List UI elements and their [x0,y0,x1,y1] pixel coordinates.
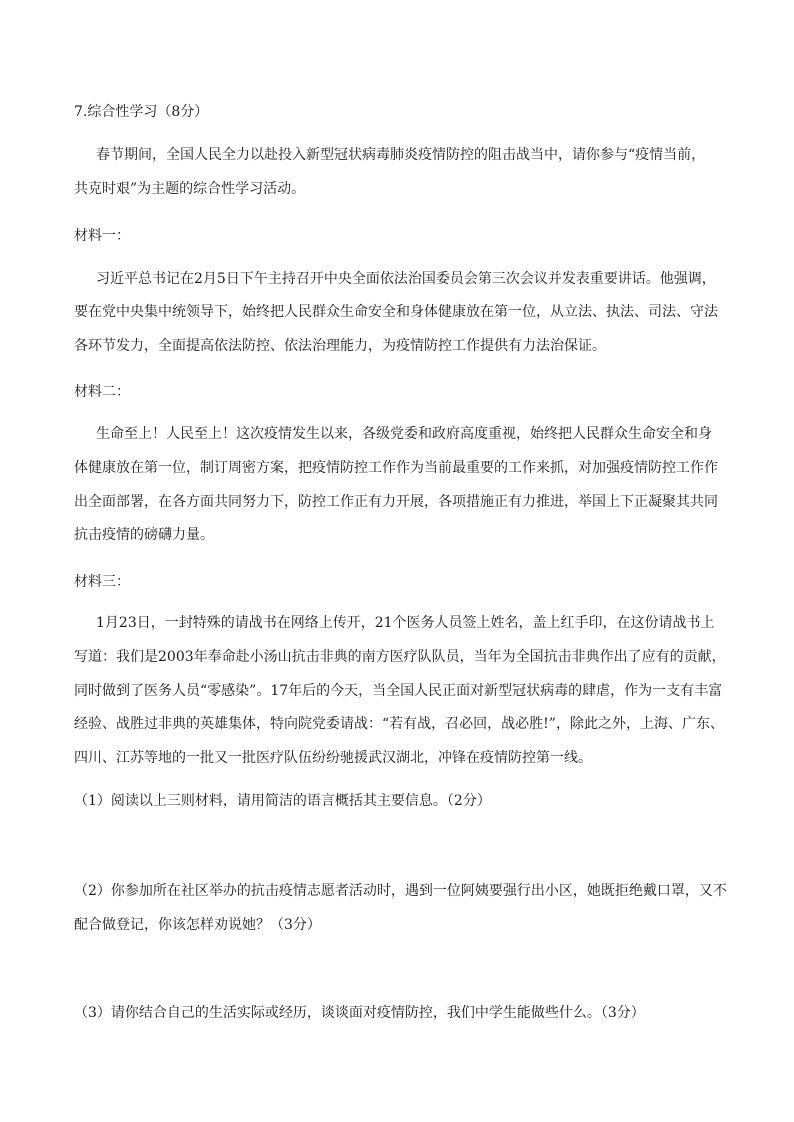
material-1-label: 材料一： [74,228,130,244]
material-2-line-4: 抗击疫情的磅礴力量。 [74,527,214,543]
sub-question-2-line-2: 配合做登记，你该怎样劝说她？（3分） [74,917,321,933]
material-1-line-1: 习近平总书记在2月5日下午主持召开中央全面依法治国委员会第三次会议并发表重要讲话。他强调， [96,271,716,287]
material-2-line-1: 生命至上！人民至上！这次疫情发生以来，各级党委和政府高度重视，始终把人民群众生命安全和身 [96,426,712,442]
material-3-line-2: 写道：我们是2003年奉命赴小汤山抗击非典的南方医疗队队员，当年为全国抗击非典作出了应有的贡献， [74,649,726,665]
material-2-line-2: 体健康放在第一位，制订周密方案，把疫情防控工作作为当前最重要的工作来抓，对加强疫情防控工作作 [74,460,718,476]
material-2-label: 材料二： [74,384,130,400]
material-3-line-4: 经验、战胜过非典的英雄集体，特向院党委请战：“若有战，召必回，战必胜!”，除此之外，上海、广东、 [74,716,724,732]
sub-question-3: （3）请你结合自己的生活实际或经历，谈谈面对疫情防控，我们中学生能做些什么。（3分） [74,1005,645,1021]
material-3-line-3: 同时做到了医务人员“零感染”。17年后的今天，当全国人民正面对新型冠状病毒的肆虐，作为一支有丰富 [74,683,723,699]
intro-line-1: 春节期间，全国人民全力以赴投入新型冠状病毒肺炎疫情防控的阻击战当中，请你参与“疫情当前， [96,147,706,163]
material-3-line-1: 1月23日，一封特殊的请战书在网络上传开，21个医务人员签上姓名，盖上红手印，在这份请战书上 [96,615,715,631]
material-3-label: 材料三： [74,574,130,590]
material-2-line-3: 出全面部署，在各方面共同努力下，防控工作正有力开展，各项措施正有力推进，举国上下正凝聚其共同 [74,494,718,510]
material-3-line-5: 四川、江苏等地的一批又一批医疗队伍纷纷驰援武汉湖北，冲锋在疫情防控第一线。 [74,750,592,766]
intro-line-2: 共克时艰”为主题的综合性学习活动。 [74,181,306,197]
material-1-line-3: 各环节发力，全面提高依法防控、依法治理能力，为疫情防控工作提供有力法治保证。 [74,338,606,354]
sub-question-2-line-1: （2）你参加所在社区举办的抗击疫情志愿者活动时，遇到一位阿姨要强行出小区，她既拒绝戴口罩，又不 [74,883,727,899]
question-title: 7.综合性学习（8分） [74,104,209,120]
sub-question-1: （1）阅读以上三则材料，请用简洁的语言概括其主要信息。（2分） [74,793,491,809]
material-1-line-2: 要在党中央集中统领导下，始终把人民群众生命安全和身体健康放在第一位，从立法、执法、司法、守法 [74,304,718,320]
